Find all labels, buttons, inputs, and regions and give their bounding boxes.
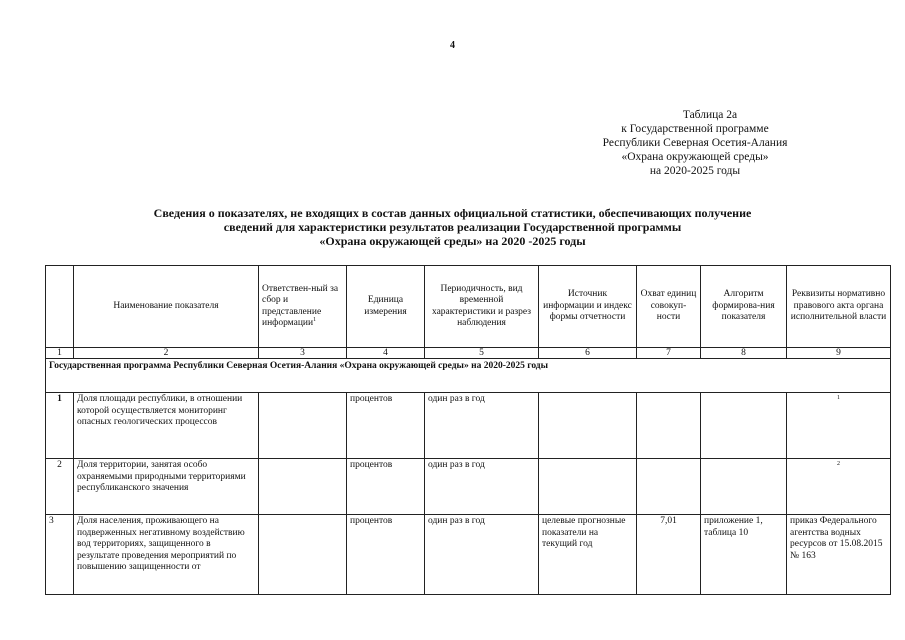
periodicity-cell: один раз в год	[425, 393, 539, 459]
document-heading	[40, 206, 865, 248]
table-ref-line-2: к Государственной программе	[621, 123, 769, 135]
periodicity-cell: один раз в год	[425, 459, 539, 515]
header-col-7: Охват единиц совокуп-ности	[637, 266, 701, 348]
row-number: 2	[46, 459, 74, 515]
source-cell: целевые прогнозные показатели на текущий год	[539, 515, 637, 595]
responsible-cell	[259, 459, 347, 515]
column-number: 3	[259, 348, 347, 359]
program-title: Государственная программа Республики Северная Осетия-Алания «Охрана окружающей среды» на 2020-2025 годы	[46, 359, 891, 393]
header-col-2: Наименование показателя	[74, 266, 259, 348]
unit-cell: процентов	[347, 459, 425, 515]
header-col-8: Алгоритм формирова-ния показателя	[701, 266, 787, 348]
algorithm-cell	[701, 459, 787, 515]
source-cell	[539, 393, 637, 459]
header-col-3	[259, 266, 347, 348]
footnote-mark: 1	[837, 395, 840, 401]
unit-cell: процентов	[347, 515, 425, 595]
coverage-cell	[637, 459, 701, 515]
heading-line-3: «Охрана окружающей среды» на 2020 -2025 годы	[319, 234, 586, 248]
requisites-cell	[787, 459, 891, 515]
column-number: 7	[637, 348, 701, 359]
indicator-name: Доля площади республики, в отношении которой осуществляется мониторинг опасных геологических процессов	[74, 393, 259, 459]
algorithm-cell	[701, 393, 787, 459]
unit-cell: процентов	[347, 393, 425, 459]
table-ref-line-1: Таблица 2а	[682, 109, 738, 121]
heading-line-2: сведений для характеристики результатов реализации Государственной программы	[223, 220, 682, 234]
column-number: 5	[425, 348, 539, 359]
table-row	[46, 459, 891, 515]
row-number: 1	[46, 393, 74, 459]
header-col-4: Единица измерения	[347, 266, 425, 348]
responsible-cell	[259, 515, 347, 595]
requisites-cell: приказ Федерального агентства водных ресурсов от 15.08.2015 № 163	[787, 515, 891, 595]
header-col-5: Периодичность, вид временной характеристики и разрез наблюдения	[425, 266, 539, 348]
heading-line-1: Сведения о показателях, не входящих в состав данных официальной статистики, обеспечивающих получение	[153, 206, 752, 220]
table-reference	[560, 108, 830, 178]
column-number: 2	[74, 348, 259, 359]
table-row	[46, 515, 891, 595]
header-col-3-footnote: 1	[313, 316, 317, 323]
responsible-cell	[259, 393, 347, 459]
row-number: 3	[46, 515, 74, 595]
header-col-3-text: Ответствен-ный за сбор и представление информации	[262, 283, 339, 328]
table-row	[46, 393, 891, 459]
indicator-name: Доля территории, занятая особо охраняемыми природными территориями республиканского значения	[74, 459, 259, 515]
column-numbers-row	[46, 348, 891, 359]
table-ref-line-5: на 2020-2025 годы	[649, 165, 741, 177]
column-number: 9	[787, 348, 891, 359]
table-ref-line-3: Республики Северная Осетия-Алания	[602, 137, 788, 149]
header-col-6: Источник информации и индекс формы отчетности	[539, 266, 637, 348]
table-ref-line-4: «Охрана окружающей среды»	[621, 151, 769, 163]
column-number: 1	[46, 348, 74, 359]
column-number: 4	[347, 348, 425, 359]
header-col-1	[46, 266, 74, 348]
algorithm-cell: приложение 1, таблица 10	[701, 515, 787, 595]
table-header-row	[46, 266, 891, 348]
requisites-cell	[787, 393, 891, 459]
source-cell	[539, 459, 637, 515]
periodicity-cell: один раз в год	[425, 515, 539, 595]
header-col-9: Реквизиты нормативно правового акта органа исполнительной власти	[787, 266, 891, 348]
indicator-name: Доля населения, проживающего на подверженных негативному воздействию вод территориях, защищенного в результате проведения мероприятий по повышению защищенности от	[74, 515, 259, 595]
indicators-table	[45, 265, 891, 595]
footnote-mark: 2	[837, 461, 840, 467]
column-number: 6	[539, 348, 637, 359]
coverage-cell	[637, 393, 701, 459]
coverage-cell: 7,01	[637, 515, 701, 595]
page-number: 4	[450, 40, 455, 51]
column-number: 8	[701, 348, 787, 359]
program-row	[46, 359, 891, 393]
